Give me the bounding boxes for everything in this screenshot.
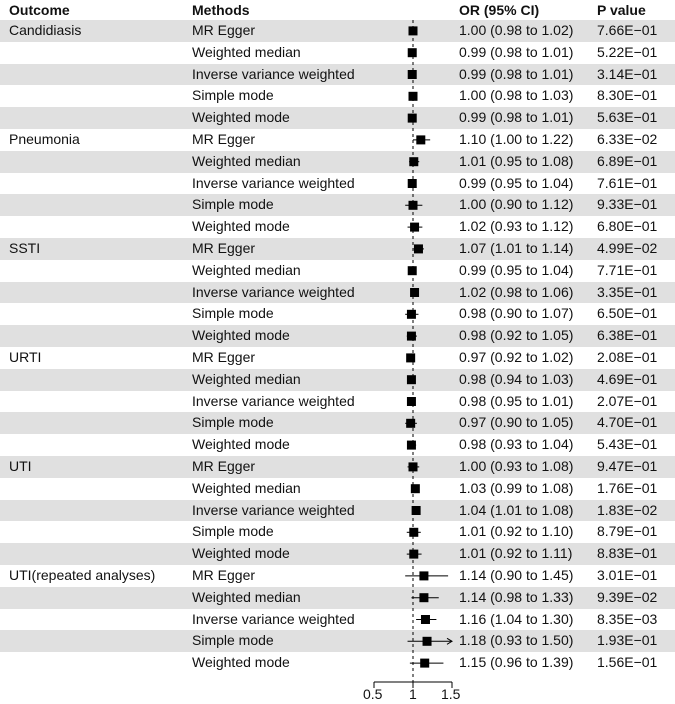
or-ci-cell: 1.14 (0.98 to 1.33) bbox=[459, 588, 574, 605]
method-cell: Inverse variance weighted bbox=[192, 501, 355, 518]
p-value-cell: 9.33E−01 bbox=[597, 196, 658, 213]
p-value-cell: 7.61E−01 bbox=[597, 174, 658, 191]
or-ci-cell: 1.01 (0.92 to 1.11) bbox=[459, 545, 573, 562]
point-estimate bbox=[419, 593, 428, 602]
p-value-cell: 8.79E−01 bbox=[597, 523, 658, 540]
method-cell: Simple mode bbox=[192, 414, 274, 431]
header-or: OR (95% CI) bbox=[459, 2, 540, 18]
or-ci-cell: 1.02 (0.98 to 1.06) bbox=[459, 283, 574, 300]
or-ci-cell: 1.04 (1.01 to 1.08) bbox=[459, 501, 574, 518]
p-value-cell: 5.22E−01 bbox=[597, 43, 658, 60]
outcome-cell: UTI(repeated analyses) bbox=[9, 567, 156, 583]
p-value-cell: 4.69E−01 bbox=[597, 370, 658, 387]
or-ci-cell: 1.00 (0.98 to 1.03) bbox=[459, 87, 574, 104]
outcome-cell: URTI bbox=[9, 349, 42, 365]
method-cell: MR Egger bbox=[192, 240, 256, 256]
point-estimate bbox=[420, 659, 429, 668]
p-value-cell: 1.83E−02 bbox=[597, 501, 658, 518]
method-cell: MR Egger bbox=[192, 131, 256, 147]
method-cell: Inverse variance weighted bbox=[192, 610, 355, 627]
method-cell: Simple mode bbox=[192, 196, 274, 213]
point-estimate bbox=[411, 484, 420, 493]
point-estimate bbox=[408, 48, 417, 57]
p-value-cell: 6.80E−01 bbox=[597, 218, 658, 235]
point-estimate bbox=[406, 419, 415, 428]
method-cell: Simple mode bbox=[192, 632, 274, 649]
method-cell: Simple mode bbox=[192, 87, 274, 104]
point-estimate bbox=[414, 244, 423, 253]
point-estimate bbox=[410, 223, 419, 232]
or-ci-cell: 1.00 (0.93 to 1.08) bbox=[459, 458, 574, 474]
or-ci-cell: 0.98 (0.92 to 1.05) bbox=[459, 327, 574, 344]
point-estimate bbox=[409, 462, 418, 471]
p-value-cell: 6.89E−01 bbox=[597, 152, 658, 169]
point-estimate bbox=[409, 550, 418, 559]
method-cell: Inverse variance weighted bbox=[192, 174, 355, 191]
p-value-cell: 4.70E−01 bbox=[597, 414, 658, 431]
or-ci-cell: 0.99 (0.95 to 1.04) bbox=[459, 261, 574, 278]
point-estimate bbox=[407, 397, 416, 406]
method-cell: Weighted median bbox=[192, 152, 301, 169]
point-estimate bbox=[419, 571, 428, 580]
p-value-cell: 6.33E−02 bbox=[597, 131, 658, 147]
point-estimate bbox=[412, 506, 421, 515]
method-cell: Weighted mode bbox=[192, 436, 290, 453]
or-ci-cell: 1.00 (0.98 to 1.02) bbox=[459, 22, 574, 38]
p-value-cell: 5.63E−01 bbox=[597, 109, 658, 126]
point-estimate bbox=[407, 310, 416, 319]
p-value-cell: 6.50E−01 bbox=[597, 305, 658, 322]
method-cell: Weighted mode bbox=[192, 654, 290, 671]
or-ci-cell: 1.03 (0.99 to 1.08) bbox=[459, 479, 574, 496]
point-estimate bbox=[409, 157, 418, 166]
method-cell: Inverse variance weighted bbox=[192, 65, 355, 82]
axis-tick-label-0-5: 0.5 bbox=[363, 686, 383, 702]
method-cell: Weighted median bbox=[192, 261, 301, 278]
p-value-cell: 9.39E−02 bbox=[597, 588, 658, 605]
point-estimate bbox=[421, 615, 430, 624]
point-estimate bbox=[408, 179, 417, 188]
p-value-cell: 2.08E−01 bbox=[597, 349, 658, 365]
p-value-cell: 8.35E−03 bbox=[597, 610, 658, 627]
point-estimate bbox=[409, 92, 418, 101]
point-estimate bbox=[416, 135, 425, 144]
or-ci-cell: 0.98 (0.93 to 1.04) bbox=[459, 436, 574, 453]
method-cell: Weighted mode bbox=[192, 218, 290, 235]
or-ci-cell: 1.00 (0.90 to 1.12) bbox=[459, 196, 574, 213]
or-ci-cell: 1.15 (0.96 to 1.39) bbox=[459, 654, 574, 671]
method-cell: MR Egger bbox=[192, 458, 256, 474]
or-ci-cell: 0.98 (0.94 to 1.03) bbox=[459, 370, 574, 387]
header-p-value: P value bbox=[597, 2, 646, 18]
outcome-cell: UTI bbox=[9, 458, 32, 474]
point-estimate bbox=[407, 441, 416, 450]
or-ci-cell: 0.99 (0.98 to 1.01) bbox=[459, 65, 574, 82]
p-value-cell: 1.76E−01 bbox=[597, 479, 658, 496]
or-ci-cell: 1.14 (0.90 to 1.45) bbox=[459, 567, 574, 583]
axis-tick-label-1-5: 1.5 bbox=[441, 686, 461, 702]
point-estimate bbox=[410, 288, 419, 297]
point-estimate bbox=[408, 70, 417, 79]
or-ci-cell: 0.97 (0.92 to 1.02) bbox=[459, 349, 574, 365]
point-estimate bbox=[423, 637, 432, 646]
method-cell: Inverse variance weighted bbox=[192, 392, 355, 409]
p-value-cell: 4.99E−02 bbox=[597, 240, 658, 256]
outcome-cell: Pneumonia bbox=[9, 131, 80, 147]
or-ci-cell: 1.02 (0.93 to 1.12) bbox=[459, 218, 574, 235]
method-cell: MR Egger bbox=[192, 349, 256, 365]
point-estimate bbox=[406, 353, 415, 362]
or-ci-cell: 0.99 (0.98 to 1.01) bbox=[459, 109, 574, 126]
or-ci-cell: 1.01 (0.92 to 1.10) bbox=[459, 523, 574, 540]
point-estimate bbox=[408, 266, 417, 275]
method-cell: Weighted median bbox=[192, 43, 301, 60]
p-value-cell: 8.83E−01 bbox=[597, 545, 658, 562]
method-cell: Weighted mode bbox=[192, 109, 290, 126]
or-ci-cell: 0.99 (0.95 to 1.04) bbox=[459, 174, 574, 191]
point-estimate bbox=[407, 375, 416, 384]
p-value-cell: 7.66E−01 bbox=[597, 22, 658, 38]
method-cell: Weighted median bbox=[192, 588, 301, 605]
p-value-cell: 8.30E−01 bbox=[597, 87, 658, 104]
point-estimate bbox=[407, 332, 416, 341]
p-value-cell: 6.38E−01 bbox=[597, 327, 658, 344]
p-value-cell: 3.35E−01 bbox=[597, 283, 658, 300]
p-value-cell: 1.93E−01 bbox=[597, 632, 658, 649]
p-value-cell: 2.07E−01 bbox=[597, 392, 658, 409]
p-value-cell: 9.47E−01 bbox=[597, 458, 658, 474]
header-methods: Methods bbox=[192, 2, 250, 18]
point-estimate bbox=[408, 114, 417, 123]
method-cell: MR Egger bbox=[192, 567, 256, 583]
or-ci-cell: 1.10 (1.00 to 1.22) bbox=[459, 131, 574, 147]
point-estimate bbox=[409, 528, 418, 537]
header-outcome: Outcome bbox=[9, 2, 70, 18]
p-value-cell: 7.71E−01 bbox=[597, 261, 658, 278]
method-cell: Weighted mode bbox=[192, 545, 290, 562]
or-ci-cell: 0.97 (0.90 to 1.05) bbox=[459, 414, 574, 431]
or-ci-cell: 1.16 (1.04 to 1.30) bbox=[459, 610, 574, 627]
method-cell: Simple mode bbox=[192, 523, 274, 540]
method-cell: MR Egger bbox=[192, 22, 256, 38]
point-estimate bbox=[409, 26, 418, 35]
or-ci-cell: 1.07 (1.01 to 1.14) bbox=[459, 240, 574, 256]
or-ci-cell: 0.99 (0.98 to 1.01) bbox=[459, 43, 574, 60]
p-value-cell: 3.14E−01 bbox=[597, 65, 658, 82]
or-ci-cell: 1.18 (0.93 to 1.50) bbox=[459, 632, 574, 649]
p-value-cell: 3.01E−01 bbox=[597, 567, 658, 583]
method-cell: Weighted median bbox=[192, 370, 301, 387]
p-value-cell: 1.56E−01 bbox=[597, 654, 658, 671]
method-cell: Simple mode bbox=[192, 305, 274, 322]
or-ci-cell: 0.98 (0.95 to 1.01) bbox=[459, 392, 574, 409]
outcome-cell: Candidiasis bbox=[9, 22, 82, 38]
p-value-cell: 5.43E−01 bbox=[597, 436, 658, 453]
axis-tick-label-1: 1 bbox=[409, 686, 417, 702]
outcome-cell: SSTI bbox=[9, 240, 41, 256]
method-cell: Inverse variance weighted bbox=[192, 283, 355, 300]
point-estimate bbox=[409, 201, 418, 210]
or-ci-cell: 0.98 (0.90 to 1.07) bbox=[459, 305, 574, 322]
method-cell: Weighted median bbox=[192, 479, 301, 496]
method-cell: Weighted mode bbox=[192, 327, 290, 344]
or-ci-cell: 1.01 (0.95 to 1.08) bbox=[459, 152, 574, 169]
